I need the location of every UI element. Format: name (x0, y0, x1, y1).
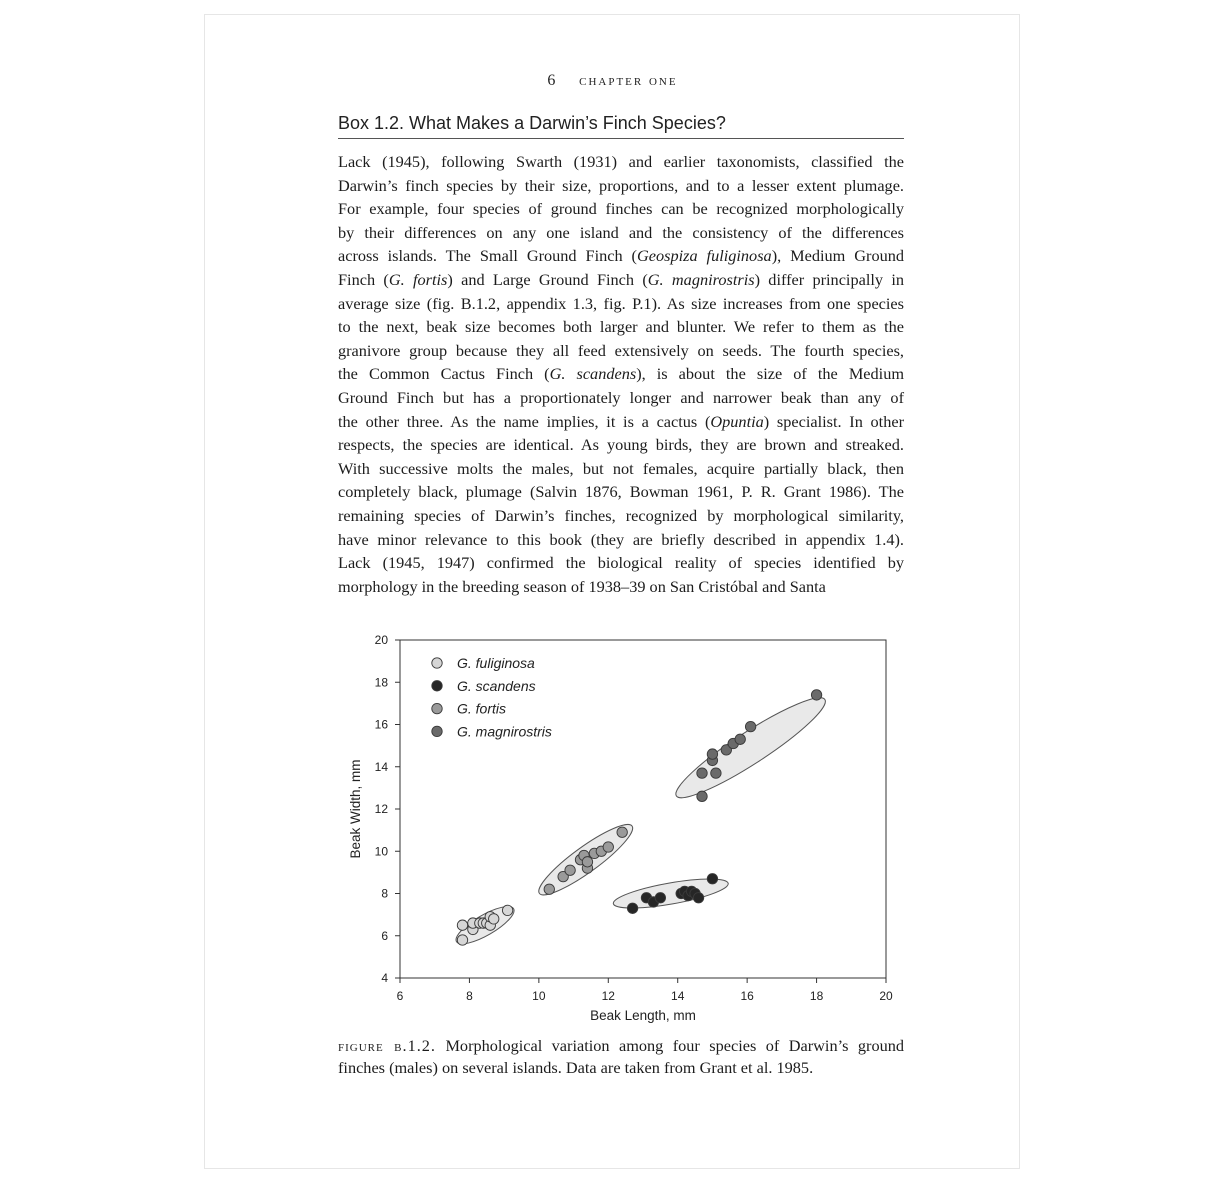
y-tick-label: 20 (374, 633, 388, 647)
species-name: G. fortis (388, 269, 448, 289)
body-line: morphology in the breeding season of 1938–39 on San Cristóbal and Santa (338, 576, 826, 596)
caption-line-1 (338, 1035, 904, 1057)
running-head (0, 72, 1225, 90)
species-name: G. magnirostris (647, 269, 755, 289)
box-title: Box 1.2. What Makes a Darwin’s Finch Species? (338, 113, 904, 139)
body-line: Lack (1945, 1947) confirmed the biological reality of species identified by (338, 553, 904, 573)
scatter-chart (338, 625, 908, 1030)
y-tick-label: 14 (374, 759, 388, 774)
x-tick-label: 8 (466, 989, 473, 1003)
legend-label: G. fuliginosa (457, 655, 535, 671)
body-line: For example, four species of ground finches can be recognized morphologically (338, 199, 904, 219)
figure-b-1-2 (338, 625, 908, 1030)
data-point (811, 690, 821, 700)
data-point (457, 935, 467, 945)
species-name: Opuntia (710, 411, 764, 431)
data-point (457, 920, 467, 930)
body-line: the Common Cactus Finch (G. scandens), is about the size of the Medium (338, 364, 905, 384)
species-name: G. scandens (549, 364, 637, 384)
x-tick-label: 20 (879, 989, 893, 1003)
y-tick-label: 4 (381, 971, 388, 985)
body-line: the other three. As the name implies, it is a cactus (Opuntia) specialist. In other (338, 411, 904, 431)
data-point (565, 865, 575, 875)
box-body-text (338, 150, 904, 598)
data-point (697, 791, 707, 801)
y-tick-label: 12 (374, 802, 388, 816)
chapter-title: chapter one (579, 73, 678, 89)
body-line: Ground Finch but has a proportionately longer and narrower beak than any of (338, 387, 904, 407)
data-point (745, 721, 755, 731)
y-tick-label: 8 (381, 886, 388, 901)
data-point (707, 874, 717, 884)
x-tick-label: 10 (532, 989, 546, 1003)
caption-line-2: finches (males) on several islands. Data are taken from Grant et al. 1985. (338, 1058, 814, 1077)
figure-caption (338, 1035, 904, 1079)
body-line: by their differences on any one island and the consistency of the differences (338, 222, 904, 242)
legend-marker (432, 658, 442, 668)
body-line: have minor relevance to this book (they are briefly described in appendix 1.4). (338, 529, 904, 549)
body-line: average size (fig. B.1.2, appendix 1.3, fig. P.1). As size increases from one species (338, 293, 904, 313)
data-point (603, 842, 613, 852)
body-line: remaining species of Darwin’s finches, recognized by morphological similarity, (338, 505, 904, 525)
y-tick-label: 16 (374, 717, 388, 732)
y-tick-label: 18 (374, 675, 388, 690)
data-point (617, 827, 627, 837)
body-line: granivore group because they all feed extensively on seeds. The fourth species, (338, 340, 904, 360)
y-tick-label: 6 (381, 928, 388, 943)
data-point (544, 884, 554, 894)
x-tick-label: 6 (396, 989, 404, 1003)
x-axis-label: Beak Length, mm (590, 1008, 696, 1023)
data-point (582, 857, 592, 867)
x-tick-label: 16 (740, 989, 754, 1003)
x-tick-label: 14 (671, 989, 685, 1003)
legend-label: G. scandens (457, 677, 536, 694)
body-line: across islands. The Small Ground Finch (Geospiza fuliginosa), Medium Ground (338, 246, 905, 266)
data-point (489, 914, 499, 924)
caption-label: figure b.1.2. (338, 1036, 436, 1055)
page-number: 6 (547, 72, 557, 89)
legend-label: G. fortis (457, 700, 507, 717)
legend-marker (432, 681, 442, 691)
legend-marker (432, 703, 442, 713)
body-line: Darwin’s finch species by their size, proportions, and to a lesser extent plumage. (338, 175, 904, 195)
body-line: completely black, plumage (Salvin 1876, Bowman 1961, P. R. Grant 1986). The (338, 482, 904, 502)
body-line: Lack (1945), following Swarth (1931) and earlier taxonomists, classified the (338, 152, 904, 171)
data-point (697, 768, 707, 778)
data-point (707, 749, 717, 759)
body-line: With successive molts the males, but not females, acquire partially black, then (338, 458, 904, 478)
y-axis-label: Beak Width, mm (348, 759, 363, 859)
caption-text-1: Morphological variation among four species of Darwin’s ground (445, 1036, 905, 1055)
data-point (711, 768, 721, 778)
legend-marker (432, 726, 442, 736)
data-point (693, 893, 703, 903)
legend-label: G. magnirostris (457, 723, 552, 740)
data-point (655, 893, 665, 903)
y-tick-label: 10 (374, 844, 388, 859)
data-point (627, 903, 637, 913)
body-line: to the next, beak size becomes both larger and blunter. We refer to them as the (338, 317, 904, 337)
x-tick-label: 18 (809, 989, 824, 1003)
data-point (735, 734, 745, 744)
x-tick-label: 12 (601, 989, 615, 1003)
species-name: Geospiza fuliginosa (636, 246, 772, 266)
cluster-ellipse (668, 686, 834, 809)
body-line: respects, the species are identical. As young birds, they are brown and streaked. (338, 435, 904, 455)
body-line: Finch (G. fortis) and Large Ground Finch (G. magnirostris) differ principally in (338, 269, 904, 289)
data-point (502, 905, 512, 915)
